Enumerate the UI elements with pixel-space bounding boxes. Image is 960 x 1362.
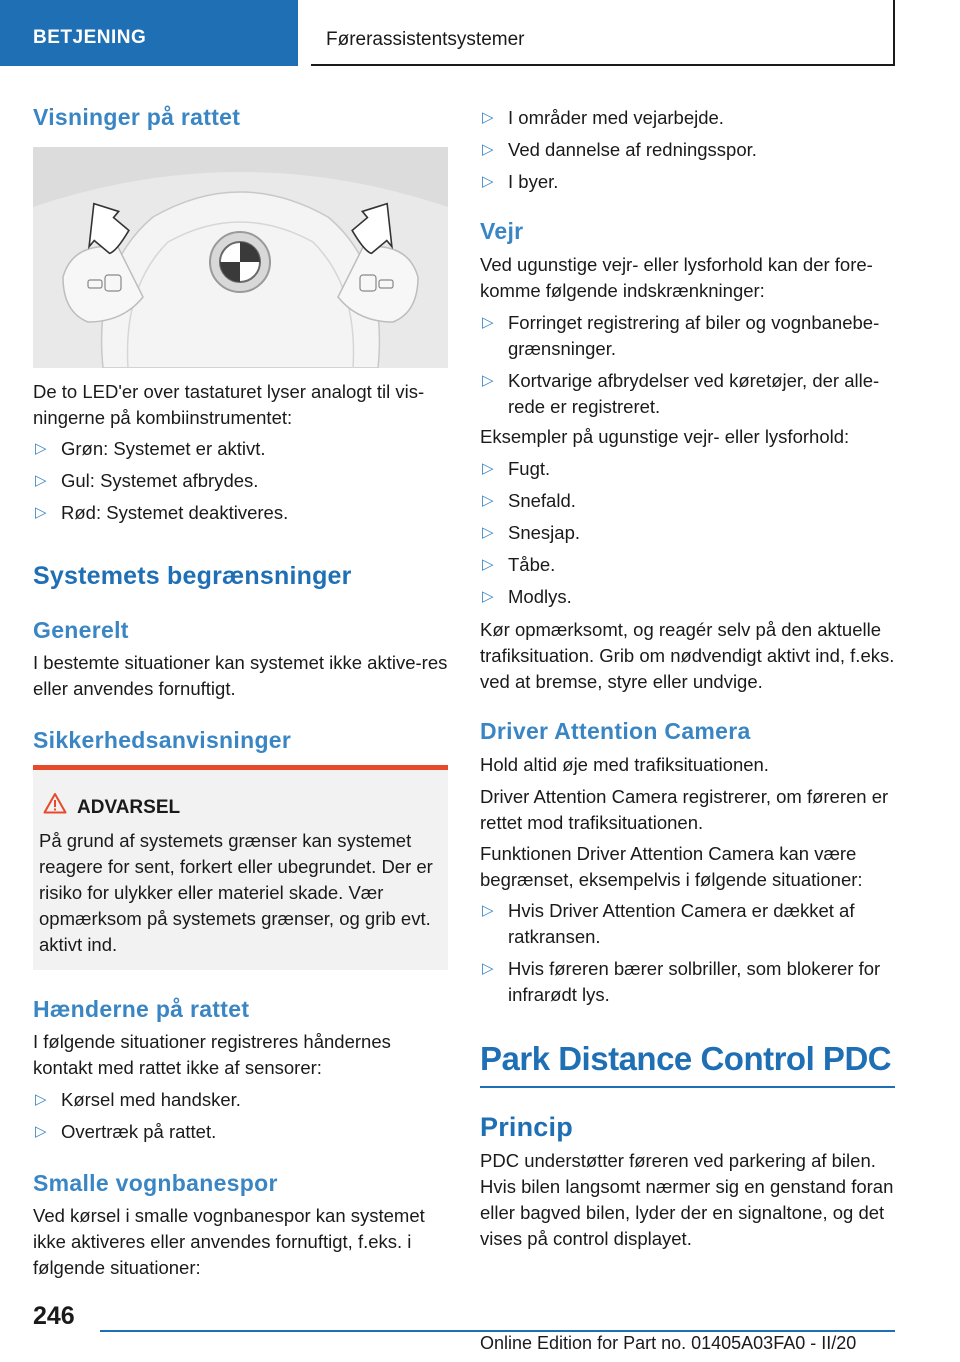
- smalle-list: [480, 105, 895, 201]
- paragraph-eksempler: Eksempler på ugunstige vejr- eller lysforhold:: [480, 426, 850, 447]
- paragraph-koer: Kør opmærksomt, og reagér selv på den aktuelle trafiksituation. Grib om nødvendigt aktivt ind, f.eks. ved at bremse, styre eller undvige.: [480, 619, 895, 692]
- triangle-bullet-icon: ▷: [35, 440, 47, 457]
- paragraph-led: De to LED'er over tastaturet lyser analogt til vis-ningerne på kombiinstrumentet:: [33, 381, 425, 428]
- paragraph-dac-2: Driver Attention Camera registrerer, om føreren er rettet mod trafiksituationen.: [480, 786, 889, 833]
- list-item: [33, 436, 448, 462]
- heading-sikkerhed: Sikkerhedsanvisninger: [33, 727, 292, 753]
- paragraph-dac-3: Funktionen Driver Attention Camera kan være begrænset, eksempelvis i følgende situationer:: [480, 843, 863, 890]
- triangle-bullet-icon: ▷: [35, 1123, 47, 1140]
- vejr-list: [480, 310, 895, 426]
- triangle-bullet-icon: ▷: [482, 460, 494, 477]
- triangle-bullet-icon: ▷: [482, 314, 494, 331]
- triangle-bullet-icon: ▷: [482, 372, 494, 389]
- heading-dac: Driver Attention Camera: [480, 718, 751, 744]
- triangle-bullet-icon: ▷: [482, 141, 494, 158]
- warning-triangle-icon: [43, 792, 67, 814]
- paragraph-dac-1: Hold altid øje med trafiksituationen.: [480, 754, 769, 775]
- list-item-text: I områder med vejarbejde.: [508, 107, 724, 128]
- triangle-bullet-icon: ▷: [482, 109, 494, 126]
- list-item: [480, 169, 895, 195]
- heading-generelt: Generelt: [33, 617, 129, 643]
- triangle-bullet-icon: ▷: [35, 1091, 47, 1108]
- list-item-text: Hvis føreren bærer solbriller, som blokerer for infrarødt lys.: [508, 958, 881, 1005]
- list-item-text: Hvis Driver Attention Camera er dækket af ratkransen.: [508, 900, 855, 947]
- list-item-text: Fugt.: [508, 458, 551, 479]
- list-item: [480, 137, 895, 163]
- triangle-bullet-icon: ▷: [35, 472, 47, 489]
- footer-divider: [100, 1330, 895, 1332]
- section-label: BETJENING: [33, 27, 147, 48]
- triangle-bullet-icon: ▷: [482, 588, 494, 605]
- list-item: [480, 552, 895, 578]
- list-item-text: Kørsel med handsker.: [61, 1089, 241, 1110]
- list-item-text: I byer.: [508, 171, 559, 192]
- heading-pdc-text: Park Distance Control PDC: [480, 1040, 892, 1077]
- chapter-label: Førerassistentsystemer: [326, 29, 525, 50]
- list-item-text: Gul: Systemet afbrydes.: [61, 470, 259, 491]
- triangle-bullet-icon: ▷: [482, 173, 494, 190]
- paragraph-vejr: Ved ugunstige vejr- eller lysforhold kan der fore-komme følgende indskrænkninger:: [480, 254, 873, 301]
- list-item: [480, 584, 895, 610]
- list-item-text: Snesjap.: [508, 522, 580, 543]
- list-item: [480, 310, 895, 362]
- triangle-bullet-icon: ▷: [482, 556, 494, 573]
- list-item: [480, 956, 895, 1008]
- list-item-text: Overtræk på rattet.: [61, 1121, 217, 1142]
- steering-wheel-figure: [33, 147, 448, 368]
- list-item: [480, 456, 895, 482]
- list-item-text: Tåbe.: [508, 554, 556, 575]
- heading-visninger: Visninger på rattet: [33, 104, 241, 130]
- edition-note: Online Edition for Part no. 01405A03FA0 - II/20: [480, 1333, 857, 1353]
- list-item-text: Forringet registrering af biler og vognbanebe-grænsninger.: [508, 312, 880, 359]
- list-item-text: Modlys.: [508, 586, 572, 607]
- list-item-text: Rød: Systemet deaktiveres.: [61, 502, 289, 523]
- list-item: [480, 520, 895, 546]
- heading-princip: Princip: [480, 1112, 573, 1142]
- list-item: [33, 1119, 448, 1145]
- paragraph-princip: PDC understøtter føreren ved parkering af bilen. Hvis bilen langsomt nærmer sig en genstand foran eller bagved bilen, lyder der en signaltone, og det vises på control displayet.: [480, 1150, 894, 1249]
- triangle-bullet-icon: ▷: [482, 492, 494, 509]
- warning-title: ADVARSEL: [77, 797, 181, 818]
- haender-list: [33, 1087, 448, 1151]
- chapter-header: [311, 0, 895, 66]
- list-item-text: Snefald.: [508, 490, 576, 511]
- list-item-text: Grøn: Systemet er aktivt.: [61, 438, 266, 459]
- heading-pdc: [480, 1040, 895, 1088]
- warning-text: På grund af systemets grænser kan systemet reagere for sent, forkert eller ubegrundet. Der er risiko for ulykker eller materiel skade. Vær opmærksom på systemets grænser, og grib evt. aktivt ind.: [39, 830, 433, 955]
- list-item: [33, 468, 448, 494]
- list-item: [480, 488, 895, 514]
- paragraph-haenderne: I følgende situationer registreres håndernes kontakt med rattet ikke af sensorer:: [33, 1031, 391, 1078]
- eksempler-list: [480, 456, 895, 616]
- heading-begraensninger: Systemets begrænsninger: [33, 562, 352, 590]
- list-item-text: Ved dannelse af redningsspor.: [508, 139, 757, 160]
- steering-wheel-illustration: [33, 147, 448, 368]
- section-tab: [0, 0, 298, 66]
- warning-box: [33, 765, 448, 970]
- triangle-bullet-icon: ▷: [482, 902, 494, 919]
- page-number: 246: [33, 1302, 75, 1330]
- triangle-bullet-icon: ▷: [482, 524, 494, 541]
- triangle-bullet-icon: ▷: [482, 960, 494, 977]
- heading-haenderne: Hænderne på rattet: [33, 996, 250, 1022]
- heading-smalle: Smalle vognbanespor: [33, 1170, 278, 1196]
- list-item: [33, 500, 448, 526]
- paragraph-generelt: I bestemte situationer kan systemet ikke aktive-res eller anvendes fornuftigt.: [33, 652, 448, 699]
- list-item-text: Kortvarige afbrydelser ved køretøjer, der alle-rede er registreret.: [508, 370, 880, 417]
- list-item: [480, 105, 895, 131]
- list-item: [480, 368, 895, 420]
- heading-vejr: Vejr: [480, 218, 524, 244]
- list-item: [480, 898, 895, 950]
- led-list: [33, 436, 448, 532]
- triangle-bullet-icon: ▷: [35, 504, 47, 521]
- list-item: [33, 1087, 448, 1113]
- dac-list: [480, 898, 895, 1014]
- paragraph-smalle: Ved kørsel i smalle vognbanespor kan systemet ikke aktiveres eller anvendes fornuftigt, f.eks. i følgende situationer:: [33, 1205, 425, 1278]
